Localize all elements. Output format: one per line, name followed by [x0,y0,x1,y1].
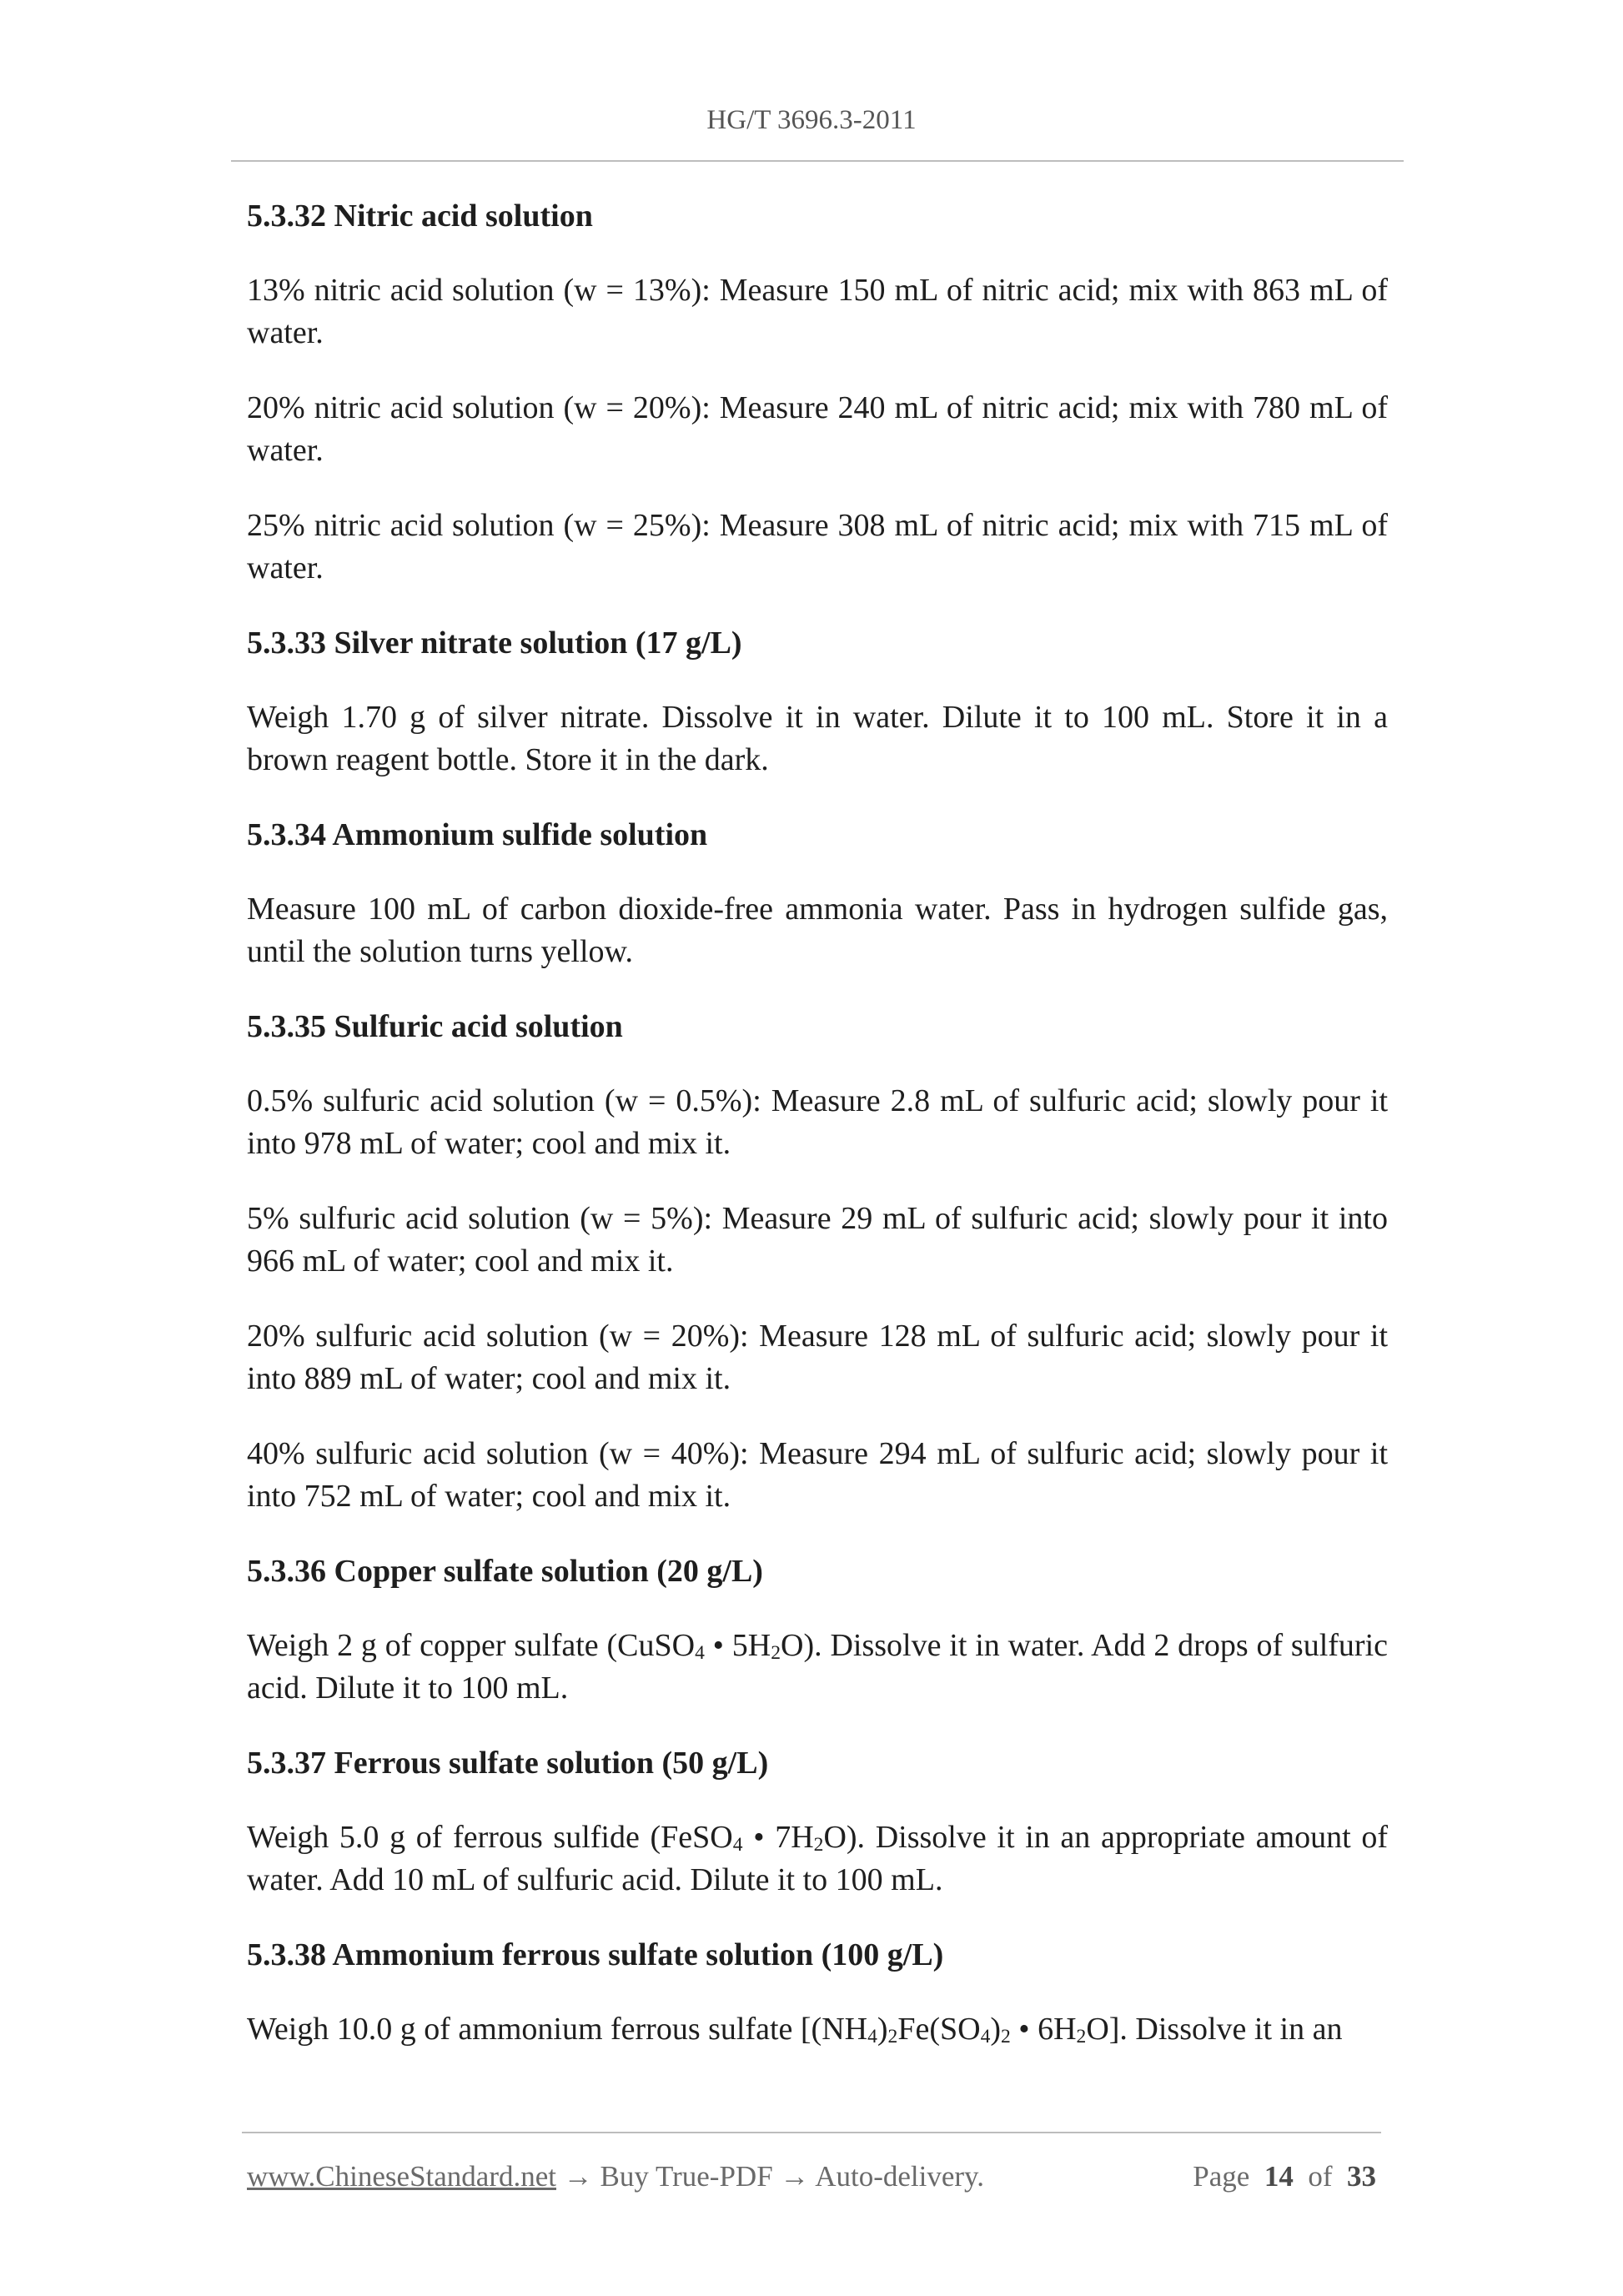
section-heading-5-3-38: 5.3.38 Ammonium ferrous sulfate solution (100 g/L) [247,1937,944,1972]
section-heading-5-3-36: 5.3.36 Copper sulfate solution (20 g/L) [247,1554,763,1589]
current-page: 14 [1264,2160,1294,2193]
paragraph: 25% nitric acid solution (w = 25%): Measure 308 mL of nitric acid; mix with 715 mL of water. [247,508,1388,585]
footer-divider [242,2132,1381,2133]
paragraph: 40% sulfuric acid solution (w = 40%): Measure 294 mL of sulfuric acid; slowly pour it into 752 mL of water; cool and mix it. [247,1436,1388,1514]
paragraph: 5% sulfuric acid solution (w = 5%): Measure 29 mL of sulfuric acid; slowly pour it into 966 mL of water; cool and mix it. [247,1201,1388,1279]
website-link[interactable]: www.ChineseStandard.net [247,2160,556,2193]
section-heading-5-3-32: 5.3.32 Nitric acid solution [247,198,593,234]
page-indicator: Page 14 of 33 [1193,2160,1376,2193]
paragraph: Weigh 5.0 g of ferrous sulfide (FeSO$_4$ • $7H_2O$). Dissolve it in an appropriate amount of water. Add 10 mL of sulfuric acid. Dilute it to 100 mL. [247,1820,1388,1897]
footer-promo: → Buy True-PDF → Auto-delivery. [556,2160,985,2193]
paragraph: 13% nitric acid solution (w = 13%): Measure 150 mL of nitric acid; mix with 863 mL of water. [247,273,1388,350]
document-body [247,195,1388,2051]
paragraph: 20% sulfuric acid solution (w = 20%): Measure 128 mL of sulfuric acid; slowly pour it into 889 mL of water; cool and mix it. [247,1319,1388,1396]
paragraph: 20% nitric acid solution (w = 20%): Measure 240 mL of nitric acid; mix with 780 mL of water. [247,390,1388,468]
paragraph: Measure 100 mL of carbon dioxide-free ammonia water. Pass in hydrogen sulfide gas, until the solution turns yellow. [247,892,1388,969]
running-header: HG/T 3696.3-2011 [706,105,917,135]
section-heading-5-3-35: 5.3.35 Sulfuric acid solution [247,1009,623,1044]
section-heading-5-3-33: 5.3.33 Silver nitrate solution (17 g/L) [247,625,742,661]
paragraph: Weigh 10.0 g of ammonium ferrous sulfate [$(NH_4)_2Fe(SO_4)_2$ • $6H_2O$]. Dissolve it in an [247,2012,1343,2048]
paragraph: Weigh 1.70 g of silver nitrate. Dissolve it in water. Dilute it to 100 mL. Store it in a brown reagent bottle. Store it in the dark. [247,700,1388,777]
section-heading-5-3-37: 5.3.37 Ferrous sulfate solution (50 g/L) [247,1746,769,1781]
header-divider [231,160,1404,162]
section-heading-5-3-34: 5.3.34 Ammonium sulfide solution [247,817,708,852]
total-pages: 33 [1347,2160,1376,2193]
paragraph: Weigh 2 g of copper sulfate (CuSO$_4$ • $5H_2O$). Dissolve it in water. Add 2 drops of sulfuric acid. Dilute it to 100 mL. [247,1628,1388,1706]
page-footer [247,2158,1376,2195]
paragraph: 0.5% sulfuric acid solution (w = 0.5%): Measure 2.8 mL of sulfuric acid; slowly pour it into 978 mL of water; cool and mix it. [247,1083,1388,1161]
